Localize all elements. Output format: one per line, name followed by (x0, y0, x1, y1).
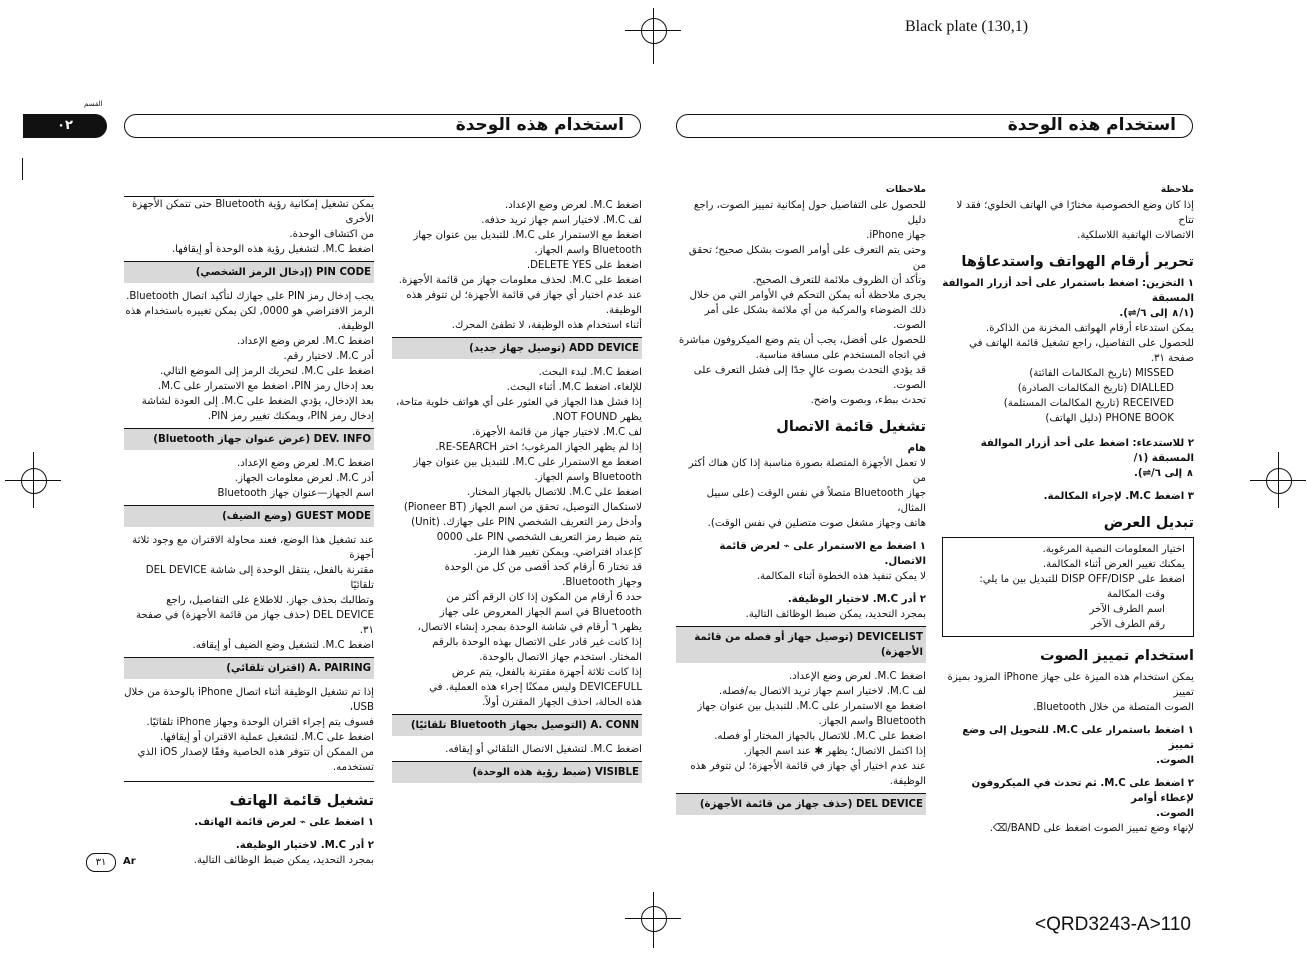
column-3 (392, 198, 642, 789)
text-line: يظهر ٦ أرقام في شاشة الوحدة بمجرد إنشاء الاتصال، (417, 622, 642, 633)
function-bar: DEL DEVICE (حذف جهاز من قائمة الأجهزة) (676, 793, 926, 815)
page-title-right: استخدام هذه الوحدة (676, 114, 1193, 138)
section-heading: تشغيل قائمة الاتصال (776, 419, 926, 435)
text-line: إذا كان وضع الخصوصية مختارًا في الهاتف الخلوي؛ فقد لا تتاح (956, 200, 1194, 226)
text-line: اضغط مع الاستمرار على M.C. للتبديل بين عنوان جهاز (413, 230, 642, 241)
text-line: اضغط على DISP OFF/DISP للتبديل بين ما يلي: (979, 574, 1185, 585)
text-line: يمكن تشغيل إمكانية رؤية Bluetooth حتى تتمكن الأجهزة الأخرى (131, 199, 374, 225)
text-line: هذه الحالة، احذف الجهاز المقترن أولاً. (482, 697, 642, 708)
list-item: PHONE BOOK (دليل الهاتف) (1045, 413, 1174, 424)
text-line: اضغط على M.C. للاتصال بالجهاز المختار. (466, 487, 642, 498)
text-line: الرمز الافتراضي هو 0000, لكن يمكن تغييره باستخدام هذه الوظيفة. (125, 306, 374, 332)
list-item: MISSED (تاريخ المكالمات الفائتة) (1029, 368, 1174, 379)
section-heading: تبديل العرض (1103, 515, 1194, 531)
text-line: اضغط على M.C. للاتصال بالجهاز المختار أو فصله. (714, 731, 926, 742)
text-line: مقترنة بالفعل، ينتقل الوحدة إلى شاشة DEL DEVICE تلقائيًا (145, 565, 374, 591)
list-item: رقم الطرف الآخر (1090, 619, 1165, 630)
text-line: وتطالبك بحذف جهاز. للاطلاع على التفاصيل، راجع (166, 595, 374, 606)
text-line: إذا كانت غير قادر على الاتصال بهذه الوحدة بالرقم (432, 637, 642, 648)
text-line: جهاز iPhone. (866, 230, 926, 241)
step: ٢ للاستدعاء: اضغط على أحد أزرار الموالفة المسبقة (١/ (980, 438, 1194, 464)
text-line: في اتجاه المستخدم على مسافة مناسبة. (755, 350, 926, 361)
text-line: اضغط M.C. لعرض وضع الإعداد. (236, 458, 374, 469)
list-item: RECEIVED (تاريخ المكالمات المستلمة) (1003, 398, 1174, 409)
text-line: من الممكن أن تتوفر هذه الخاصية وفقًا لإصدار iOS الذي (137, 747, 374, 758)
crop-mark (21, 468, 47, 494)
step: (١/∧ إلى ٦/⇌). (1119, 308, 1194, 319)
language-code: Ar (123, 856, 136, 867)
text-line: اضغط M.C. لتشغيل وضع الضيف أو إيقافه. (192, 640, 374, 651)
text-line: وحتى يتم التعرف على أوامر الصوت بشكل صحيح؛ تحقق من (688, 245, 926, 271)
text-line: تستخدمه. (332, 762, 374, 773)
list-item: وقت المكالمة (1106, 589, 1165, 600)
function-bar: ADD DEVICE (توصيل جهاز جديد) (392, 337, 642, 359)
text-line: اختيار المعلومات النصية المرغوبة. (1042, 544, 1185, 555)
text-line: المختار. استخدم جهاز الاتصال بالوحدة. (479, 652, 642, 663)
column-4 (124, 190, 374, 868)
text-line: إذا كانت ثلاثة أجهزة مقترنة بالفعل، يتم عرض (451, 667, 642, 678)
text-line: فسوف يتم إجراء اقتران الوحدة وجهاز iPhone تلقائيًا. (146, 717, 374, 728)
text-line: اضغط على DELETE YES. (526, 260, 642, 271)
section-label: القسم (84, 100, 103, 108)
divider (124, 781, 374, 782)
step: الصوت. (1156, 808, 1194, 819)
document-code: <QRD3243-A>110 (1035, 914, 1191, 935)
function-bar: PIN CODE (إدخال الرمز الشخصي) (124, 261, 374, 283)
text-line: لف M.C. لاختيار جهاز من قائمة الأجهزة. (472, 427, 642, 438)
text-line: الاتصالات الهاتفية اللاسلكية. (1077, 230, 1194, 241)
section-heading: تحرير أرقام الهواتف واستدعاؤها (961, 254, 1194, 270)
text-line: إذا فشل هذا الجهاز في العثور على أي هواتف خلوية متاحة، (395, 397, 642, 408)
page-title-left: استخدام هذه الوحدة (124, 114, 641, 138)
text-line: اضغط مع الاستمرار على M.C. للتبديل بين عنوان جهاز (697, 701, 926, 712)
text-line: كإعداد افتراضي. ويمكن تغيير هذا الرمز. (473, 547, 642, 558)
text-line: اضغط على M.C. لتشغيل عملية الاقتران أو إيقافها. (159, 732, 374, 743)
text-line: أثناء استخدام هذه الوظيفة، لا تطفئ المحرك. (451, 320, 642, 331)
step: ٢ أدر M.C. لاختيار الوظيفة. (787, 594, 926, 605)
text-line: بعد إدخال رمز PIN، اضغط مع الاستمرار على M.C. (157, 381, 374, 392)
text-line: اضغط M.C. لعرض وضع الإعداد. (788, 671, 926, 682)
text-line: DEVICEFULL وليس ممكنًا إجراء هذه العملية. في (429, 682, 642, 693)
text-line: Bluetooth واسم الجهاز. (818, 716, 926, 727)
step: ١ اضغط مع الاستمرار على ⌁ لعرض قائمة الاتصال. (719, 541, 926, 567)
step: ١ اضغط على ⌁ لعرض قائمة الهاتف. (194, 817, 374, 828)
text-line: الصوت المتصلة من خلال Bluetooth. (1033, 702, 1194, 713)
text-line: إذا لم يظهر الجهاز المرغوب؛ اختر RE-SEARCH. (435, 442, 642, 453)
crop-mark (1266, 468, 1292, 494)
section-number-tab: ٠٢ (23, 114, 107, 138)
text-line: DEL DEVICE (حذف جهاز من قائمة الأجهزة) في صفحة ٣١. (135, 610, 374, 636)
text-line: هاتف وجهاز مشغل صوت متصلين في نفس الوقت). (707, 518, 926, 529)
function-bar: GUEST MODE (وضع الضيف) (124, 505, 374, 527)
text-line: حدد 6 أرقام من المكون إذا كان الرقم أكثر من (446, 592, 642, 603)
function-bar: A. CONN (التوصيل بجهاز Bluetooth تلقائيًا) (392, 714, 642, 736)
text-line: إدخال رمز PIN، ويمكنك تغيير رمز PIN. (207, 411, 374, 422)
text-line: اضغط M.C. لتشغيل الاتصال التلقائي أو إيقافه. (445, 744, 642, 755)
list-item: DIALLED (تاريخ المكالمات الصادرة) (1017, 383, 1174, 394)
margin-tick (22, 158, 23, 180)
text-line: يتم ضبط رمز التعريف الشخصي PIN على 0000 (436, 532, 642, 543)
text-line: اضغط مع الاستمرار على M.C. للتبديل بين عنوان جهاز (413, 457, 642, 468)
text-line: يجب إدخال رمز PIN على جهازك لتأكيد اتصال Bluetooth. (126, 291, 374, 302)
step: ∧ إلى ٦/⇌). (1133, 468, 1194, 479)
text-line: عند تشغيل هذا الوضع، فعند محاولة الاقتران مع وجود ثلاثة أجهزة (132, 535, 374, 561)
text-line: يمكن استدعاء أرقام الهواتف المخزنة من الذاكرة. (985, 323, 1194, 334)
text-line: أدر M.C. لاختيار رقم. (283, 351, 374, 362)
text-line: عند عدم اختيار أي جهاز في قائمة الأجهزة؛ لن تتوفر هذه (406, 290, 642, 301)
plate-label: Black plate (130,1) (905, 18, 1029, 35)
text-line: ذلك الضوضاء والمركبة من أي ملائمة بشكل على أمر (704, 305, 926, 316)
step: ٣ اضغط M.C. لإجراء المكالمة. (1043, 491, 1194, 502)
text-line: اضغط على M.C. لحذف معلومات جهاز من قائمة الأجهزة. (398, 275, 642, 286)
column-2 (676, 183, 926, 821)
step: ١ اضغط باستمرار على M.C. للتحويل إلى وضع تمييز (962, 725, 1194, 751)
text-line: للحصول على التفاصيل حول إمكانية تمييز الصوت، راجع دليل (693, 200, 926, 226)
step: ٢ أدر M.C. لاختيار الوظيفة. (235, 840, 374, 851)
text-line: الصوت. (893, 320, 926, 331)
text-line: قد يؤدي التحدث بصوت عالٍ جدًا إلى فشل التعرف على (693, 365, 926, 376)
step: ١ التخزين: اضغط باستمرار على أحد أزرار الموالفة المسبقة (942, 278, 1194, 304)
text-line: وأدخل رمز التعريف الشخصي PIN على جهازك. (Unit) (411, 517, 642, 528)
text-line: لف M.C. لاختيار اسم جهاز تريد الاتصال به/فصله. (718, 686, 926, 697)
step: ٢ اضغط على M.C. ثم تحدث في الميكروفون لإعطاء أوامر (971, 778, 1194, 804)
text-line: بمجرد التحديد، يمكن ضبط الوظائف التالية. (193, 855, 374, 866)
step: الصوت. (1156, 755, 1194, 766)
list-item: اسم الطرف الآخر (1089, 604, 1165, 615)
important-label: هام (907, 443, 926, 454)
text-line: إذا اكتمل الاتصال؛ يظهر ✱ عند اسم الجهاز. (743, 746, 926, 757)
text-line: وتأكد أن الظروف ملائمة للتعرف الصحيح. (752, 275, 926, 286)
text-line: بمجرد التحديد، يمكن ضبط الوظائف التالية. (745, 609, 926, 620)
text-line: تحدث ببطء، وبصوت واضح. (810, 395, 926, 406)
text-line: لف M.C. لاختيار اسم جهاز تريد حذفه. (481, 215, 642, 226)
text-line: يمكن استخدام هذه الميزة على جهاز iPhone المزود بميزة تمييز (947, 672, 1194, 698)
display-box (942, 537, 1194, 637)
text-line: وجهاز Bluetooth. (562, 577, 642, 588)
column-1 (942, 183, 1194, 836)
page-number: ٣١ (86, 853, 116, 872)
text-line: لا يمكن تنفيذ هذه الخطوة أثناء المكالمة. (756, 571, 926, 582)
text-line: اضغط M.C. لتشغيل رؤية هذه الوحدة أو إيقافها. (171, 244, 374, 255)
text-line: للإلغاء، اضغط M.C. أثناء البحث. (506, 382, 642, 393)
section-heading: تشغيل قائمة الهاتف (229, 793, 374, 809)
function-bar: DEVICELIST (توصيل جهاز أو فصله من قائمة الأجهزة) (676, 626, 926, 663)
crop-mark (641, 906, 667, 932)
function-bar: A. PAIRING (اقتران تلقائي) (124, 657, 374, 679)
text-line: جهاز Bluetooth متصلاً في نفس الوقت (على سبيل المثال، (706, 488, 926, 514)
text-line: من اكتشاف الوحدة. (289, 229, 374, 240)
text-line: Bluetooth في اسم الجهاز المعروض على جهاز (439, 607, 642, 618)
text-line: Bluetooth واسم الجهاز. (534, 245, 642, 256)
note-heading: ملاحظات (885, 185, 926, 195)
crop-mark (641, 18, 667, 44)
text-line: للحصول على أفضل، يجب أن يتم وضع الميكروفون مباشرة (678, 335, 926, 346)
text-line: اضغط على M.C. لتحريك الرمز إلى الموضع التالي. (159, 366, 374, 377)
text-line: يظهر NOT FOUND. (552, 412, 642, 423)
text-line: يجرى ملاحظة أنه يمكن التحكم في الأوامر التي من خلال (689, 290, 926, 301)
text-line: لإنهاء وضع تمييز الصوت اضغط على BAND/⌫. (989, 823, 1194, 834)
text-line: الصوت. (893, 380, 926, 391)
text-line: أدر M.C. لعرض معلومات الجهاز. (234, 473, 374, 484)
text-line: اسم الجهاز—عنوان جهاز Bluetooth (217, 488, 374, 499)
text-line: قد تختار 6 أرقام كحد أقصى من كل من الوحدة (444, 562, 642, 573)
text-line: Bluetooth واسم الجهاز. (534, 472, 642, 483)
text-line: الوظيفة. (889, 776, 926, 787)
text-line: عند عدم اختيار أي جهاز في قائمة الأجهزة؛ لن تتوفر هذه (690, 761, 926, 772)
function-bar: VISIBLE (ضبط رؤية هذه الوحدة) (392, 761, 642, 783)
text-line: إذا تم تشغيل الوظيفة أثناء اتصال iPhone بالوحدة من خلال USB، (124, 687, 374, 713)
text-line: الوظيفة. (605, 305, 642, 316)
text-line: لا تعمل الأجهزة المتصلة بصورة مناسبة إذا كان هناك أكثر من (688, 458, 926, 484)
text-line: اضغط M.C. لعرض وضع الإعداد. (504, 200, 642, 211)
text-line: يمكنك تغيير العرض أثناء المكالمة. (1042, 559, 1185, 570)
text-line: بعد الإدخال، يؤدي الضغط على M.C. إلى العودة لشاشة (141, 396, 374, 407)
text-line: لاستكمال التوصيل، تحقق من اسم الجهاز (Pioneer BT) (403, 502, 642, 513)
function-bar: DEV. INFO (عرض عنوان جهاز Bluetooth) (124, 428, 374, 450)
text-line: اضغط M.C. لعرض وضع الإعداد. (236, 336, 374, 347)
text-line: للحصول على التفاصيل، راجع تشغيل قائمة الهاتف في صفحة ٣١. (969, 338, 1194, 364)
text-line: اضغط M.C. لبدء البحث. (538, 367, 642, 378)
note-heading: ملاحظة (1160, 185, 1194, 195)
section-heading: استخدام تمييز الصوت (1039, 648, 1194, 664)
